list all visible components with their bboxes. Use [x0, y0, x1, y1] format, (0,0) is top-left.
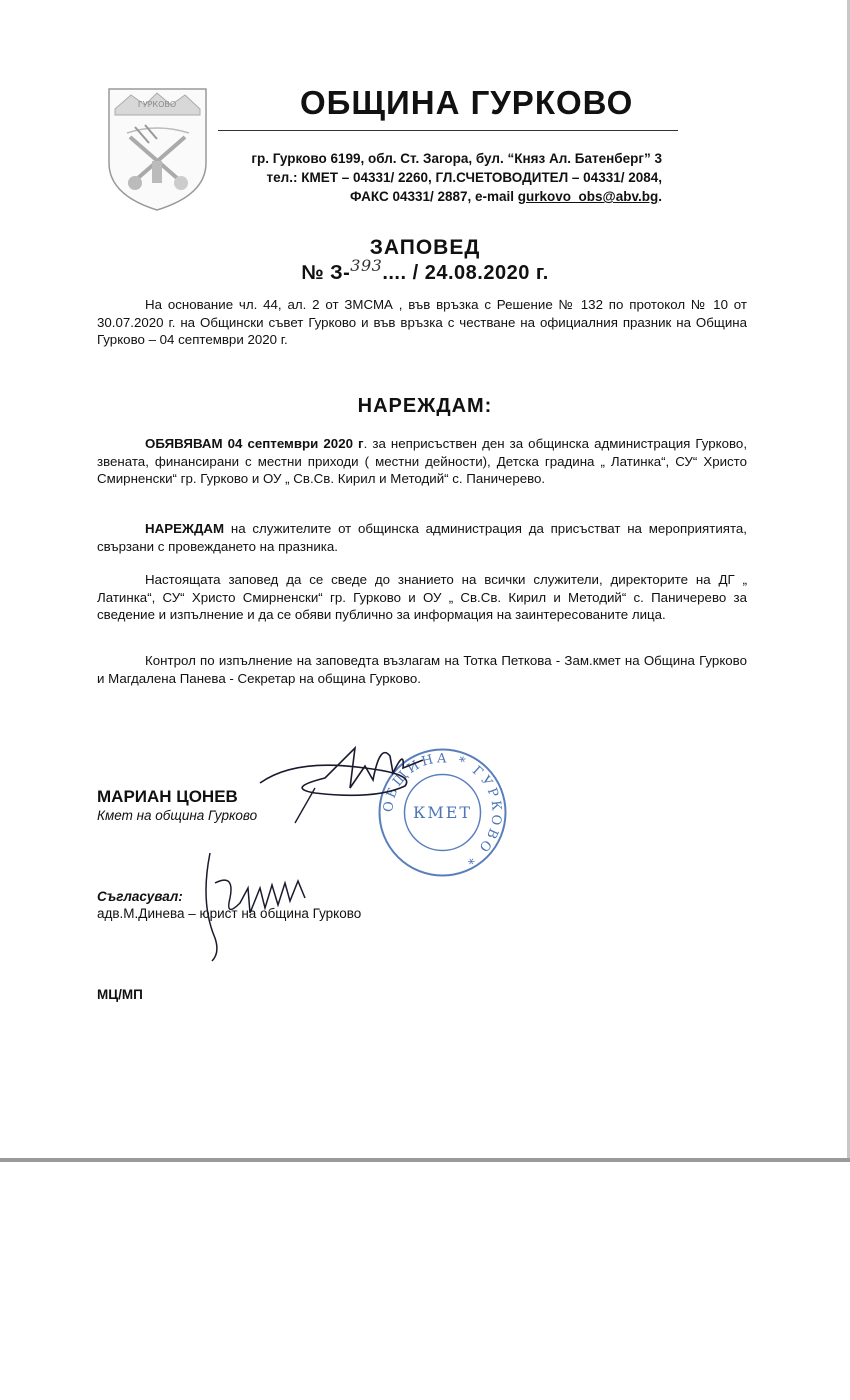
fax-text: ФАКС 04331/ 2887, e-mail [349, 189, 518, 204]
mayor-role: Кмет на община Гурково [97, 808, 258, 823]
fax-line-end: . [658, 189, 662, 204]
declare-bold: ОБЯВЯВАМ 04 септември 2020 г [145, 436, 364, 451]
order-number-date: / 24.08.2020 г. [406, 262, 549, 284]
header-divider [218, 130, 678, 131]
order-paragraph-4 [97, 652, 747, 687]
order-number [0, 256, 850, 285]
initials: МЦ/МП [97, 987, 143, 1002]
order-paragraph-2 [97, 520, 747, 555]
stamp-center-text: КМЕТ [412, 803, 473, 822]
municipality-crest-icon [105, 85, 210, 213]
phone-line: тел.: КМЕТ – 04331/ 2260, ГЛ.СЧЕТОВОДИТЕЛ – 04331/ 2084, [266, 170, 662, 185]
notify-text: Настоящата заповед да се сведе до знанието на всички служители, директорите на ДГ „ Латинка“, СУ“ Христо Смирненски“ гр. Гурково и ОУ „ Св.Св. Кирил и Методий“ с. Паничерево за сведение и изпълнение и да се обяви публично за информация на заинтересованите лица. [97, 572, 747, 622]
approval-heading: Съгласувал: [97, 889, 183, 904]
preamble-paragraph [97, 296, 747, 349]
order-heading: НАРЕЖДАМ: [357, 395, 493, 417]
fax-email-line [251, 187, 662, 206]
order-paragraph-3 [97, 571, 747, 624]
stamp-outer-text: ОБЩИНА * ГУРКОВО * [381, 751, 504, 869]
scan-edge [0, 1158, 850, 1162]
order-number-dots: .... [382, 262, 407, 284]
mayor-signature-icon [255, 738, 455, 828]
order-number-prefix: № З- [301, 262, 351, 284]
order-title: ЗАПОВЕД [369, 236, 481, 259]
crest-label: ГУРКОВО [137, 100, 177, 109]
lawyer-signature-icon [190, 843, 325, 963]
contact-block [251, 149, 662, 206]
instruct-bold: НАРЕЖДАМ [145, 521, 225, 536]
instruct-text: на служителите от общинска администрация да присъстват на мероприятията, свързани с провеждането на празника. [97, 521, 747, 554]
order-number-handwritten: 393 [350, 256, 383, 275]
preamble-text: На основание чл. 44, ал. 2 от ЗМСМА , във връзка с Решение № 132 по протокол № 10 от 30.07.2020 г. на Общински съвет Гурково и във връзка с честване на официалния празник на Община Гурково – 04 септември 2020 г. [97, 297, 747, 347]
municipality-title: ОБЩИНА ГУРКОВО [300, 84, 634, 121]
mayor-name: МАРИАН ЦОНЕВ [97, 787, 238, 806]
approval-text: адв.М.Динева – юрист на община Гурково [97, 906, 362, 921]
address-line: гр. Гурково 6199, обл. Ст. Загора, бул. “Княз Ал. Батенберг” 3 [251, 151, 662, 166]
email-link[interactable]: gurkovo_obs@abv.bg [517, 189, 659, 204]
control-text: Контрол по изпълнение на заповедта възлагам на Тотка Петкова - Зам.кмет на Община Гурково и Магдалена Панева - Секретар на община Гурково. [97, 653, 747, 686]
declare-text: . за неприсъствен ден за общинска администрация Гурково, звената, финансирани с местни приходи ( местни дейности), Детска градина „ Латинка“, СУ“ Христо Смирненски“ гр. Гурково и ОУ „ Св.Св. Кирил и Методий“ с. Паничерево. [97, 436, 748, 486]
order-paragraph-1 [97, 435, 747, 488]
